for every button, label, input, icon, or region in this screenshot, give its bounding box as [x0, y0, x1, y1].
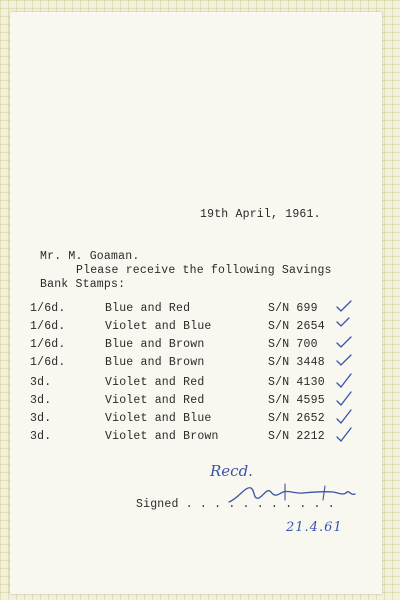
intro-line-1: Please receive the following Savings [76, 264, 332, 277]
stamp-row [10, 302, 382, 318]
letter-date: 19th April, 1961. [200, 208, 321, 221]
stamp-colour: Blue and Brown [105, 338, 205, 351]
stamp-denomination: 3d. [30, 376, 52, 389]
stamp-serial: S/N 3448 [268, 356, 325, 369]
stamp-serial: S/N 2212 [268, 430, 325, 443]
letter-sheet [10, 12, 382, 594]
stamp-row [10, 320, 382, 336]
stamp-colour: Violet and Blue [105, 412, 212, 425]
stamp-colour: Violet and Red [105, 376, 205, 389]
stamp-serial: S/N 700 [268, 338, 318, 351]
stamp-denomination: 1/6d. [30, 338, 66, 351]
stamp-row [10, 430, 382, 446]
stamp-row [10, 338, 382, 354]
stamp-denomination: 1/6d. [30, 356, 66, 369]
check-mark-icon [335, 426, 353, 444]
stamp-serial: S/N 4595 [268, 394, 325, 407]
check-mark-icon [335, 372, 353, 390]
stamp-row [10, 376, 382, 392]
stamp-row [10, 412, 382, 428]
stamp-row [10, 394, 382, 410]
stamp-denomination: 3d. [30, 430, 52, 443]
stamp-colour: Violet and Blue [105, 320, 212, 333]
check-mark-icon [335, 352, 353, 368]
stamp-colour: Violet and Brown [105, 430, 219, 443]
stamp-colour: Blue and Brown [105, 356, 205, 369]
check-mark-icon [335, 334, 353, 350]
stamp-denomination: 1/6d. [30, 302, 66, 315]
stamp-row [10, 356, 382, 372]
stamp-denomination: 3d. [30, 394, 52, 407]
stamp-serial: S/N 2654 [268, 320, 325, 333]
check-mark-icon [335, 316, 353, 332]
check-mark-icon [335, 408, 353, 426]
stamp-serial: S/N 699 [268, 302, 318, 315]
check-mark-icon [335, 298, 353, 314]
addressee: Mr. M. Goaman. [40, 250, 140, 263]
received-note: Recd. [210, 462, 253, 480]
check-mark-icon [335, 390, 353, 408]
signature-date: 21.4.61 [286, 520, 343, 535]
stamp-serial: S/N 4130 [268, 376, 325, 389]
stamp-denomination: 1/6d. [30, 320, 66, 333]
intro-line-2: Bank Stamps: [40, 278, 126, 291]
signed-line: Signed . . . . . . . . . . . [136, 498, 335, 511]
stamp-denomination: 3d. [30, 412, 52, 425]
stamp-serial: S/N 2652 [268, 412, 325, 425]
stamp-colour: Violet and Red [105, 394, 205, 407]
stamp-colour: Blue and Red [105, 302, 191, 315]
